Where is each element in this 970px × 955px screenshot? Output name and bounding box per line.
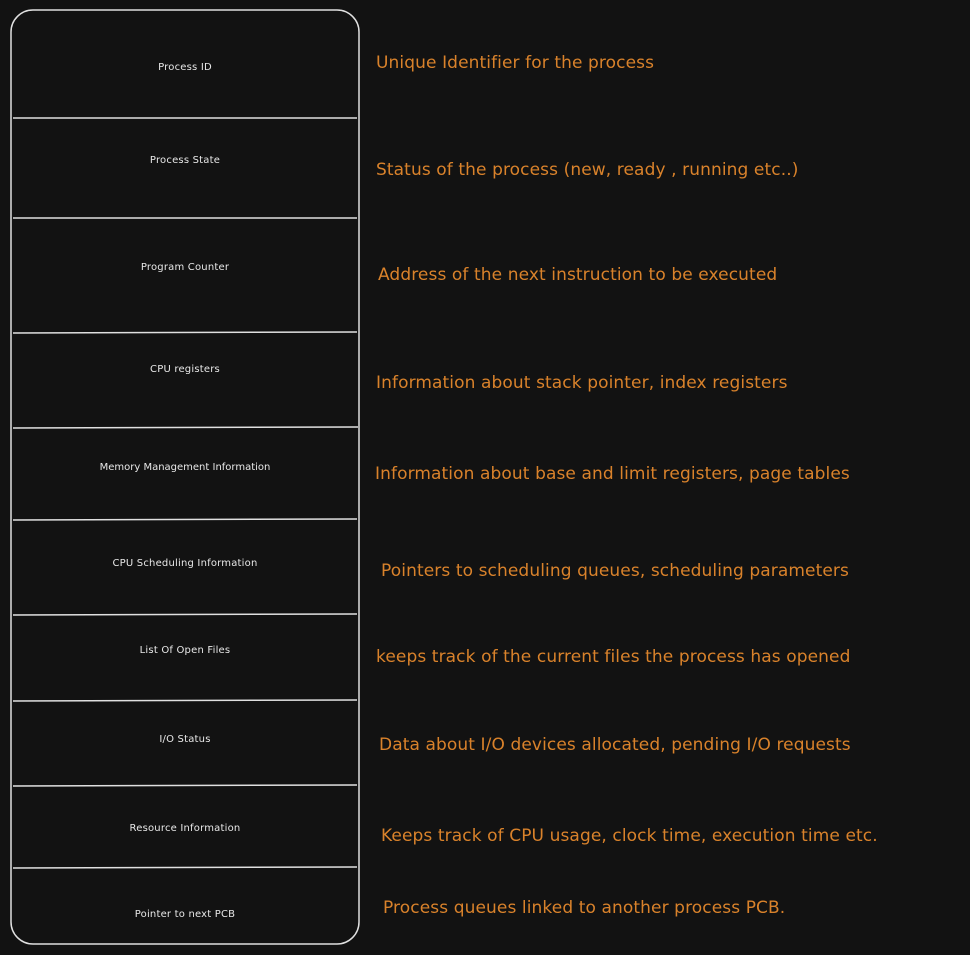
- field-description-io-status: Data about I/O devices allocated, pending I/O requests: [379, 735, 851, 755]
- field-description-process-id: Unique Identifier for the process: [376, 53, 655, 73]
- field-label-next-pcb-pointer: Pointer to next PCB: [134, 909, 236, 920]
- row-divider: [13, 332, 357, 333]
- field-label-cpu-registers: CPU registers: [150, 364, 220, 375]
- field-description-process-state: Status of the process (new, ready , running etc..): [376, 160, 799, 180]
- field-label-open-files: List Of Open Files: [139, 645, 231, 656]
- field-description-open-files: keeps track of the current files the process has opened: [376, 647, 851, 667]
- field-label-io-status: I/O Status: [159, 734, 211, 745]
- row-divider: [13, 519, 357, 520]
- field-label-cpu-scheduling: CPU Scheduling Information: [112, 558, 258, 569]
- field-label-program-counter: Program Counter: [140, 262, 230, 273]
- field-description-memory-management: Information about base and limit registers, page tables: [375, 464, 850, 484]
- field-description-program-counter: Address of the next instruction to be executed: [378, 265, 778, 285]
- field-label-memory-management: Memory Management Information: [99, 462, 271, 473]
- field-label-resource-information: Resource Information: [129, 823, 241, 834]
- field-label-process-id: Process ID: [158, 62, 212, 73]
- row-divider: [13, 785, 357, 786]
- row-divider: [13, 427, 358, 428]
- row-divider: [13, 867, 357, 868]
- field-description-cpu-scheduling: Pointers to scheduling queues, scheduling parameters: [381, 561, 849, 581]
- row-divider: [13, 614, 357, 615]
- field-description-next-pcb-pointer: Process queues linked to another process PCB.: [383, 898, 786, 918]
- field-description-cpu-registers: Information about stack pointer, index registers: [376, 373, 788, 393]
- field-description-resource-information: Keeps track of CPU usage, clock time, execution time etc.: [381, 826, 878, 846]
- row-divider: [13, 700, 357, 701]
- field-label-process-state: Process State: [149, 155, 221, 166]
